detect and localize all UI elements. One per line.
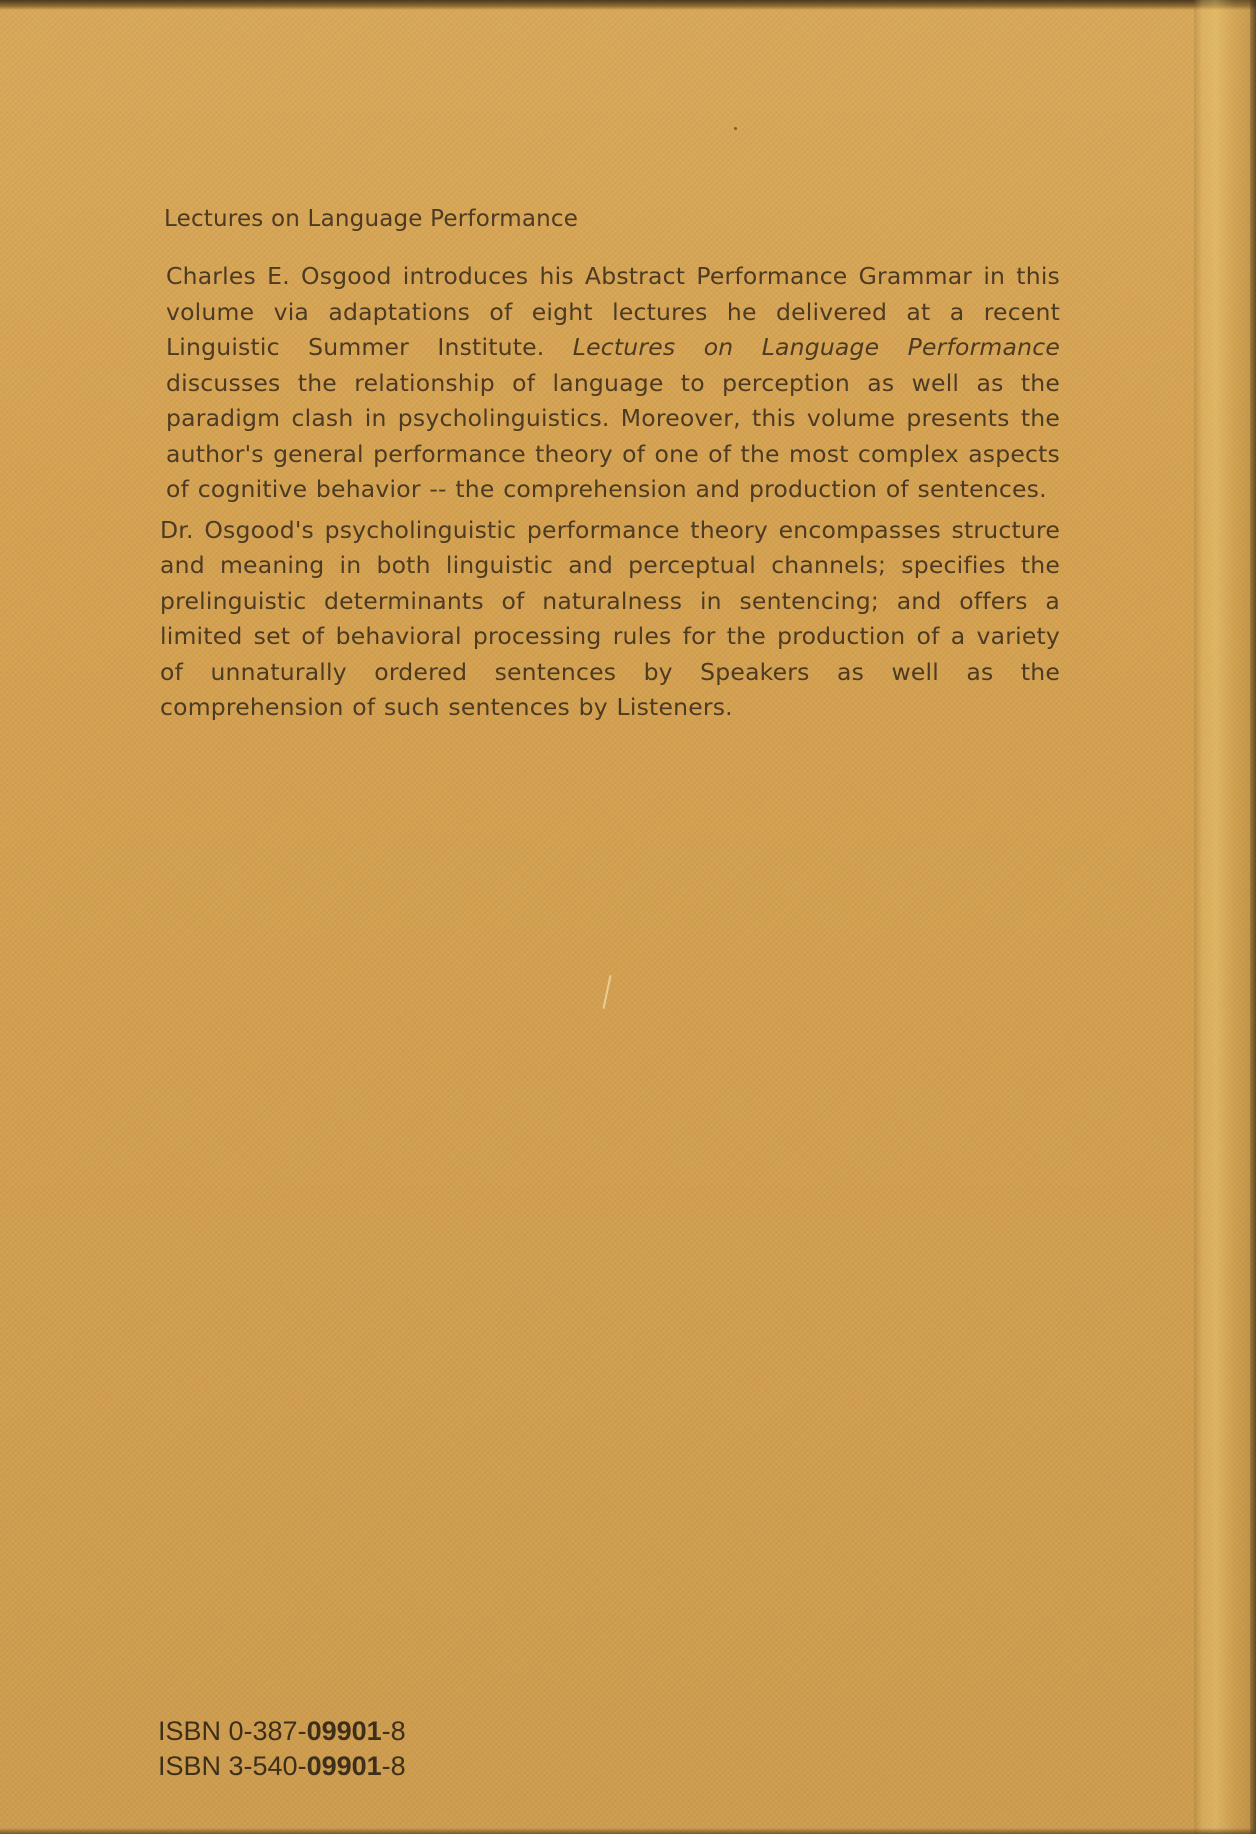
surface-scratch	[602, 975, 611, 1009]
isbn-line-1	[158, 1714, 406, 1749]
cover-bottom-edge	[0, 1828, 1256, 1834]
blurb-paragraph-2: Dr. Osgood's psycholinguistic performance theory encompasses structure and meaning in both linguistic and perceptual channels; specifies the prelinguistic determinants of naturalness in sentencing; and offers a limited set of behavioral processing rules for the production of a variety of unnaturally ordered sentences by Speakers as well as the comprehension of such sentences by Listeners.	[160, 515, 1060, 721]
cover-right-edge	[1250, 0, 1256, 1834]
isbn-1-bold: 09901	[306, 1716, 382, 1746]
blurb-paragraph-1	[166, 259, 1060, 508]
isbn-1-suffix: -8	[381, 1716, 406, 1746]
paragraph-1-book-title: Lectures on Language Performance	[572, 333, 1061, 361]
isbn-2-suffix: -8	[381, 1751, 406, 1781]
isbn-1-prefix: ISBN 0-387-	[158, 1716, 307, 1746]
paragraph-1-text-end: discusses the relationship of language to perception as well as the paradigm clash in psycholinguistics. Moreover, this volume presents the author's general performance theory of one of the most complex aspects of cognitive behavior -- the comprehension and production of sentences.	[166, 368, 1060, 503]
isbn-2-bold: 09901	[306, 1751, 382, 1781]
isbn-block	[158, 1714, 406, 1784]
paragraph-1-text-start: Charles E. Osgood introduces his Abstract Performance Grammar in this volume via adaptations of eight lectures he delivered at a recent Linguistic Summer Institute.	[166, 262, 1060, 361]
blurb	[160, 202, 1060, 726]
spine-hinge	[1194, 0, 1256, 1834]
cover-top-edge	[0, 0, 1256, 10]
blurb-title: Lectures on Language Performance	[164, 206, 579, 232]
isbn-2-prefix: ISBN 3-540-	[158, 1751, 307, 1781]
surface-speck	[734, 127, 737, 130]
isbn-line-2	[158, 1749, 406, 1784]
